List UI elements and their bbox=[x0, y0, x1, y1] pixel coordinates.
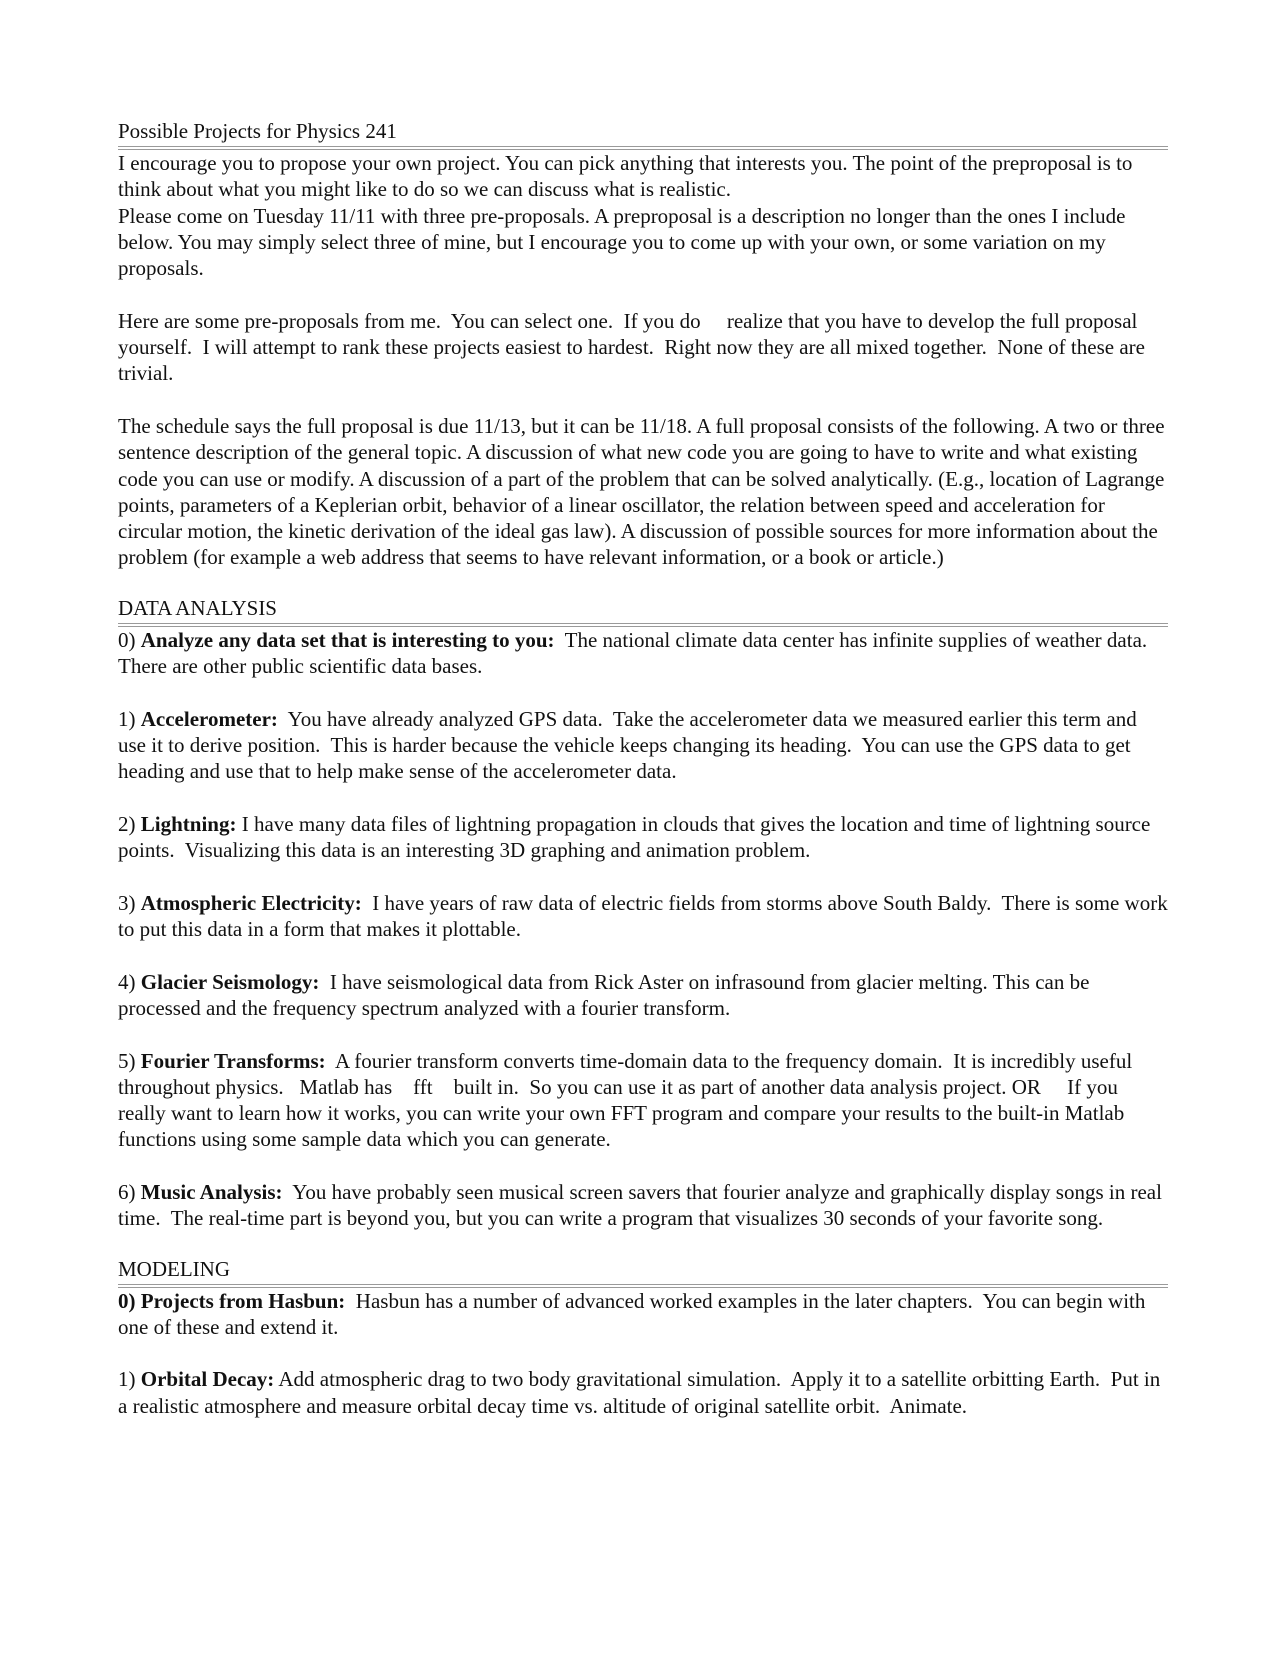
project-item bbox=[118, 1179, 1168, 1232]
paragraph-gap bbox=[118, 1153, 1168, 1179]
paragraph-gap bbox=[118, 281, 1168, 307]
project-item bbox=[118, 969, 1168, 1022]
project-description: You have already analyzed GPS data. Take the accelerometer data we measured earlier this term and use it to derive position. This is harder because the vehicle keeps changing its heading. You can use the GPS data to get heading and use that to help make sense of the accelerometer data. bbox=[118, 706, 1142, 784]
project-title: Fourier Transforms: bbox=[140, 1048, 326, 1073]
project-description: Hasbun has a number of advanced worked examples in the later chapters. You can begin with one of these and extend it. bbox=[118, 1288, 1151, 1339]
paragraph-gap bbox=[118, 1340, 1168, 1366]
paragraph-gap bbox=[118, 785, 1168, 811]
project-description: I have years of raw data of electric fields from storms above South Baldy. There is some work to put this data in a form that makes it plottable. bbox=[118, 890, 1173, 942]
project-title: 0) Projects from Hasbun: bbox=[118, 1288, 346, 1313]
project-description: A fourier transform converts time-domain data to the frequency domain. It is incredibly useful throughout physics. Matlab has fft built in. So you can use it as part of another data analysis project. OR If you really want to learn how it works, you can write your own FFT program and compare your results to the built-in Matlab functions using some sample data which you can generate. bbox=[118, 1048, 1138, 1152]
project-number: 5) bbox=[118, 1048, 141, 1073]
project-item bbox=[118, 1288, 1168, 1341]
intro-paragraph-3: Here are some pre-proposals from me. You can select one. If you do realize that you have to develop the full proposal yourself. I will attempt to rank these projects easiest to hardest. Right now they are all mixed together. None of these are trivial. bbox=[118, 308, 1151, 386]
intro-paragraph-1: I encourage you to propose your own project. You can pick anything that interests you. The point of the preproposal is to think about what you might like to do so we can discuss what is realistic. bbox=[118, 151, 1133, 202]
paragraph-gap bbox=[118, 1021, 1168, 1047]
project-title: Analyze any data set that is interesting to you: bbox=[140, 627, 555, 652]
project-description: The national climate data center has infinite supplies of weather data. There are other public scientific data bases. bbox=[118, 627, 1158, 679]
project-number: 6) bbox=[118, 1179, 141, 1204]
project-item bbox=[118, 811, 1168, 864]
project-title: Accelerometer: bbox=[140, 706, 278, 731]
project-number: 1) bbox=[118, 1367, 141, 1392]
project-title: Atmospheric Electricity: bbox=[140, 890, 362, 915]
intro-paragraph-4: The schedule says the full proposal is due 11/13, but it can be 11/18. A full proposal consists of the following. A two or three sentence description of the general topic. A discussion of what new code you are going to have to write and what existing code you can use or modify. A discussion of a part of the problem that can be solved analytically. (E.g., location of Lagrange points, parameters of a Keplerian orbit, behavior of a linear oscillator, the relation between speed and acceleration for circular motion, the kinetic derivation of the ideal gas law). A discussion of possible sources for more information about the problem (for example a web address that seems to have relevant information, or a book or article.) bbox=[118, 413, 1165, 570]
project-item bbox=[118, 1366, 1168, 1419]
paragraph-gap bbox=[118, 1232, 1168, 1256]
paragraph-gap bbox=[118, 571, 1168, 595]
project-item bbox=[118, 890, 1173, 943]
section-heading-modeling: MODELING bbox=[118, 1256, 230, 1281]
paragraph-gap bbox=[118, 679, 1168, 705]
project-description: I have many data files of lightning propagation in clouds that gives the location and time of lightning source points. Visualizing this data is an interesting 3D graphing and animation problem. bbox=[118, 811, 1156, 863]
intro-paragraph-2: Please come on Tuesday 11/11 with three pre-proposals. A preproposal is a description no longer than the ones I include below. You may simply select three of mine, but I encourage you to come up with your own, or some variation on my proposals. bbox=[118, 203, 1126, 281]
project-title: Glacier Seismology: bbox=[140, 969, 320, 994]
project-item bbox=[118, 627, 1168, 680]
project-number: 0) bbox=[118, 627, 141, 652]
project-title: Music Analysis: bbox=[140, 1179, 283, 1204]
project-item bbox=[118, 706, 1168, 785]
project-title: Lightning: bbox=[140, 811, 237, 836]
project-description: I have seismological data from Rick Aster on infrasound from glacier melting. This can be processed and the frequency spectrum analyzed with a fourier transform. bbox=[118, 969, 1095, 1020]
project-number: 1) bbox=[118, 706, 141, 731]
project-description: Add atmospheric drag to two body gravitational simulation. Apply it to a satellite orbitting Earth. Put in a realistic atmosphere and measure orbital decay time vs. altitude of original satellite orbit. Animate. bbox=[118, 1367, 1166, 1418]
document-page bbox=[118, 118, 1173, 1419]
page-title: Possible Projects for Physics 241 bbox=[118, 119, 397, 143]
project-number: 3) bbox=[118, 890, 141, 915]
project-number: 2) bbox=[118, 811, 141, 836]
project-number: 4) bbox=[118, 969, 141, 994]
section-heading-data-analysis: DATA ANALYSIS bbox=[118, 595, 277, 620]
project-item bbox=[118, 1048, 1168, 1153]
project-title: Orbital Decay: bbox=[140, 1367, 275, 1392]
paragraph-gap bbox=[118, 863, 1168, 889]
paragraph-gap bbox=[118, 387, 1168, 413]
paragraph-gap bbox=[118, 942, 1168, 968]
project-description: You have probably seen musical screen savers that fourier analyze and graphically display songs in real time. The real-time part is beyond you, but you can write a program that visualizes 30 seconds of your favorite song. bbox=[118, 1179, 1168, 1231]
